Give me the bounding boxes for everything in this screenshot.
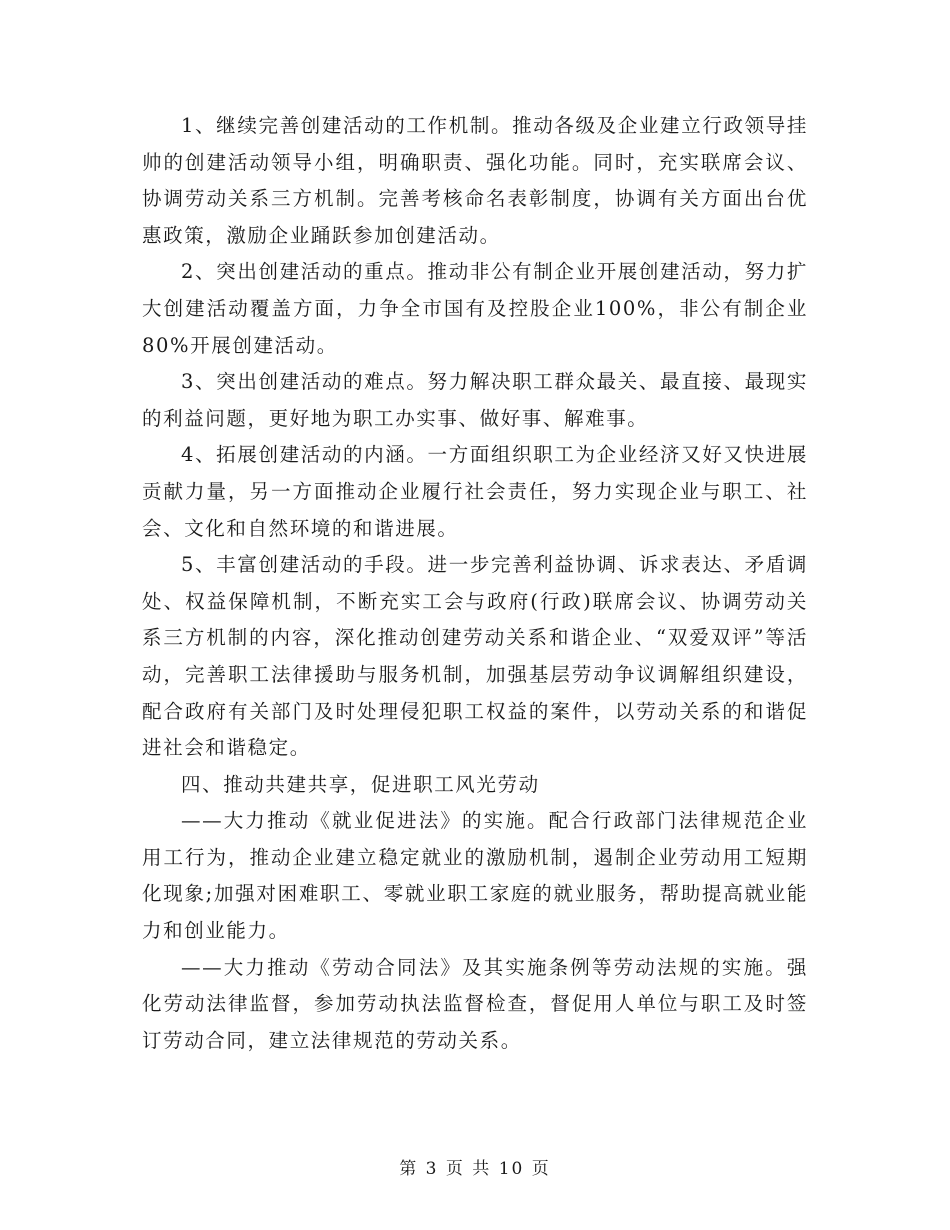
paragraph-item-3: 3、突出创建活动的难点。努力解决职工群众最关、最直接、最现实的利益问题，更好地为职工办实事、做好事、解难事。 bbox=[142, 370, 808, 430]
page-number: 第 3 页 共 10 页 bbox=[399, 1159, 551, 1179]
paragraph-labor-contract-law: ——大力推动《劳动合同法》及其实施条例等劳动法规的实施。强化劳动法律监督，参加劳动执法监督检查，督促用人单位与职工及时签订劳动合同，建立法律规范的劳动关系。 bbox=[142, 955, 808, 1052]
section-heading-4: 四、推动共建共享，促进职工风光劳动 bbox=[181, 772, 540, 796]
document-body bbox=[142, 108, 808, 1059]
paragraph-item-1: 1、继续完善创建活动的工作机制。推动各级及企业建立行政领导挂帅的创建活动领导小组，明确职责、强化功能。同时，充实联席会议、协调劳动关系三方机制。完善考核命名表彰制度，协调有关方面出台优惠政策，激励企业踊跃参加创建活动。 bbox=[142, 114, 808, 247]
paragraph-employment-law: ——大力推动《就业促进法》的实施。配合行政部门法律规范企业用工行为，推动企业建立稳定就业的激励机制，遏制企业劳动用工短期化现象;加强对困难职工、零就业职工家庭的就业服务，帮助提高就业能力和创业能力。 bbox=[142, 809, 808, 943]
paragraph-item-4: 4、拓展创建活动的内涵。一方面组织职工为企业经济又好又快进展贡献力量，另一方面推动企业履行社会责任，努力实现企业与职工、社会、文化和自然环境的和谐进展。 bbox=[142, 443, 808, 540]
paragraph-item-5: 5、丰富创建活动的手段。进一步完善利益协调、诉求表达、矛盾调处、权益保障机制，不断充实工会与政府(行政)联席会议、协调劳动关系三方机制的内容，深化推动创建劳动关系和谐企业、“双爱双评”等活动，完善职工法律援助与服务机制，加强基层劳动争议调解组织建设，配合政府有关部门及时处理侵犯职工权益的案件，以劳动关系的和谐促进社会和谐稳定。 bbox=[142, 553, 808, 760]
paragraph-item-2: 2、突出创建活动的重点。推动非公有制企业开展创建活动，努力扩大创建活动覆盖方面，力争全市国有及控股企业100%，非公有制企业80%开展创建活动。 bbox=[142, 260, 808, 357]
